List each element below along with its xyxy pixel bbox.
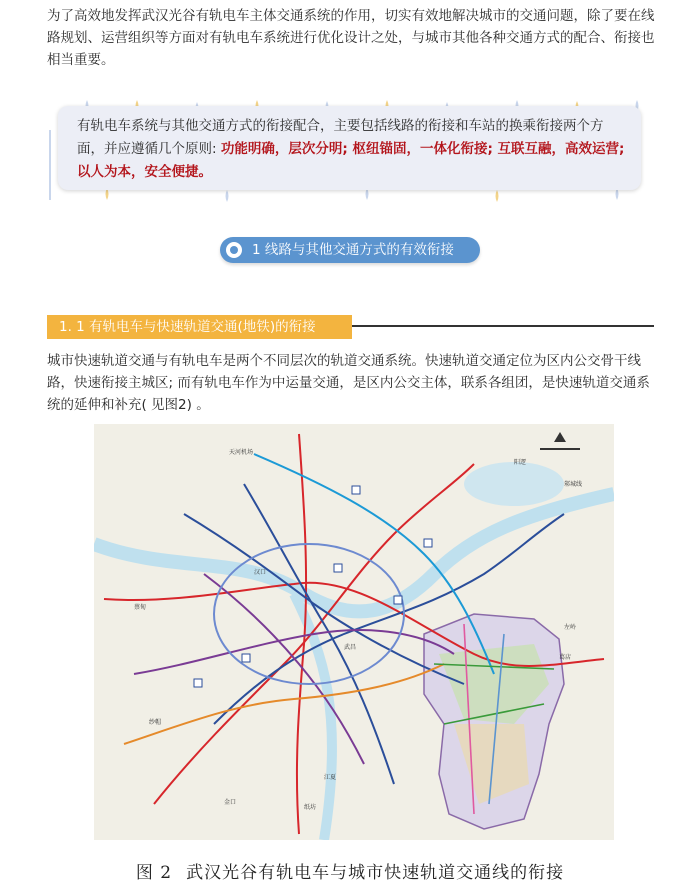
map-label-zuoling: 左岭 [564,624,577,631]
map-label-hankou: 汉口 [254,569,267,576]
subsection-heading-text: 1. 1 有轨电车与快速轨道交通(地铁)的衔接 [59,319,316,335]
section-heading-pill [220,237,480,263]
map-label-airport: 天河机场 [229,449,254,456]
heading-rule [352,325,654,327]
transit-map-figure [94,424,614,840]
map-label-caidian: 蔡甸 [134,604,147,611]
callout-text [77,115,629,184]
body-paragraph: 城市快速轨道交通与有轨电车是两个不同层次的轨道交通系统。快速轨道交通定位为区内公交骨干线路，快速衔接主城区; 而有轨电车作为中运量交通，是区内公交主体，联系各组团，是快速轨道交通系统的延伸和补充( 见图2) 。 [47,353,650,413]
callout-box [47,100,650,204]
map-label-yangluo: 阳逻 [514,459,527,466]
transit-map [94,424,614,840]
map-label-wuchang: 武昌 [344,644,357,651]
map-label-jinkou: 金口 [224,799,237,806]
map-label-zhifang: 纸坊 [304,804,317,811]
map-label-zoulu: 邾城线 [564,481,583,488]
map-label-gedian: 葛店 [559,654,572,661]
intro-paragraph: 为了高效地发挥武汉光谷有轨电车主体交通系统的作用，切实有效地解决城市的交通问题，除了要在线路规划、运营组织等方面对有轨电车系统进行优化设计之处，与城市其他各种交通方式的配合、衔接也相当重要。 [47,8,655,68]
callout-principles: 功能明确，层次分明; 枢纽锚固，一体化衔接; 互联互融，高效运营; 以人为本，安全便捷。 [77,141,625,180]
figure-caption [0,858,700,883]
map-label-shamao: 纱帽 [149,719,162,726]
section-heading-text: 1 线路与其他交通方式的有效衔接 [252,242,454,258]
callout-plain-text: 有轨电车系统与其他交通方式的衔接配合，主要包括线路的衔接和车站的换乘衔接两个方面，并应遵循几个原则: [77,118,604,157]
figure-number: 图 2 [135,863,173,883]
callout-panel [58,106,641,190]
map-label-jiangxia: 江夏 [324,774,337,781]
figure-caption-text: 武汉光谷有轨电车与城市快速轨道交通线的衔接 [186,863,565,883]
bullet-circle-icon [226,242,242,258]
subsection-heading [47,315,352,339]
